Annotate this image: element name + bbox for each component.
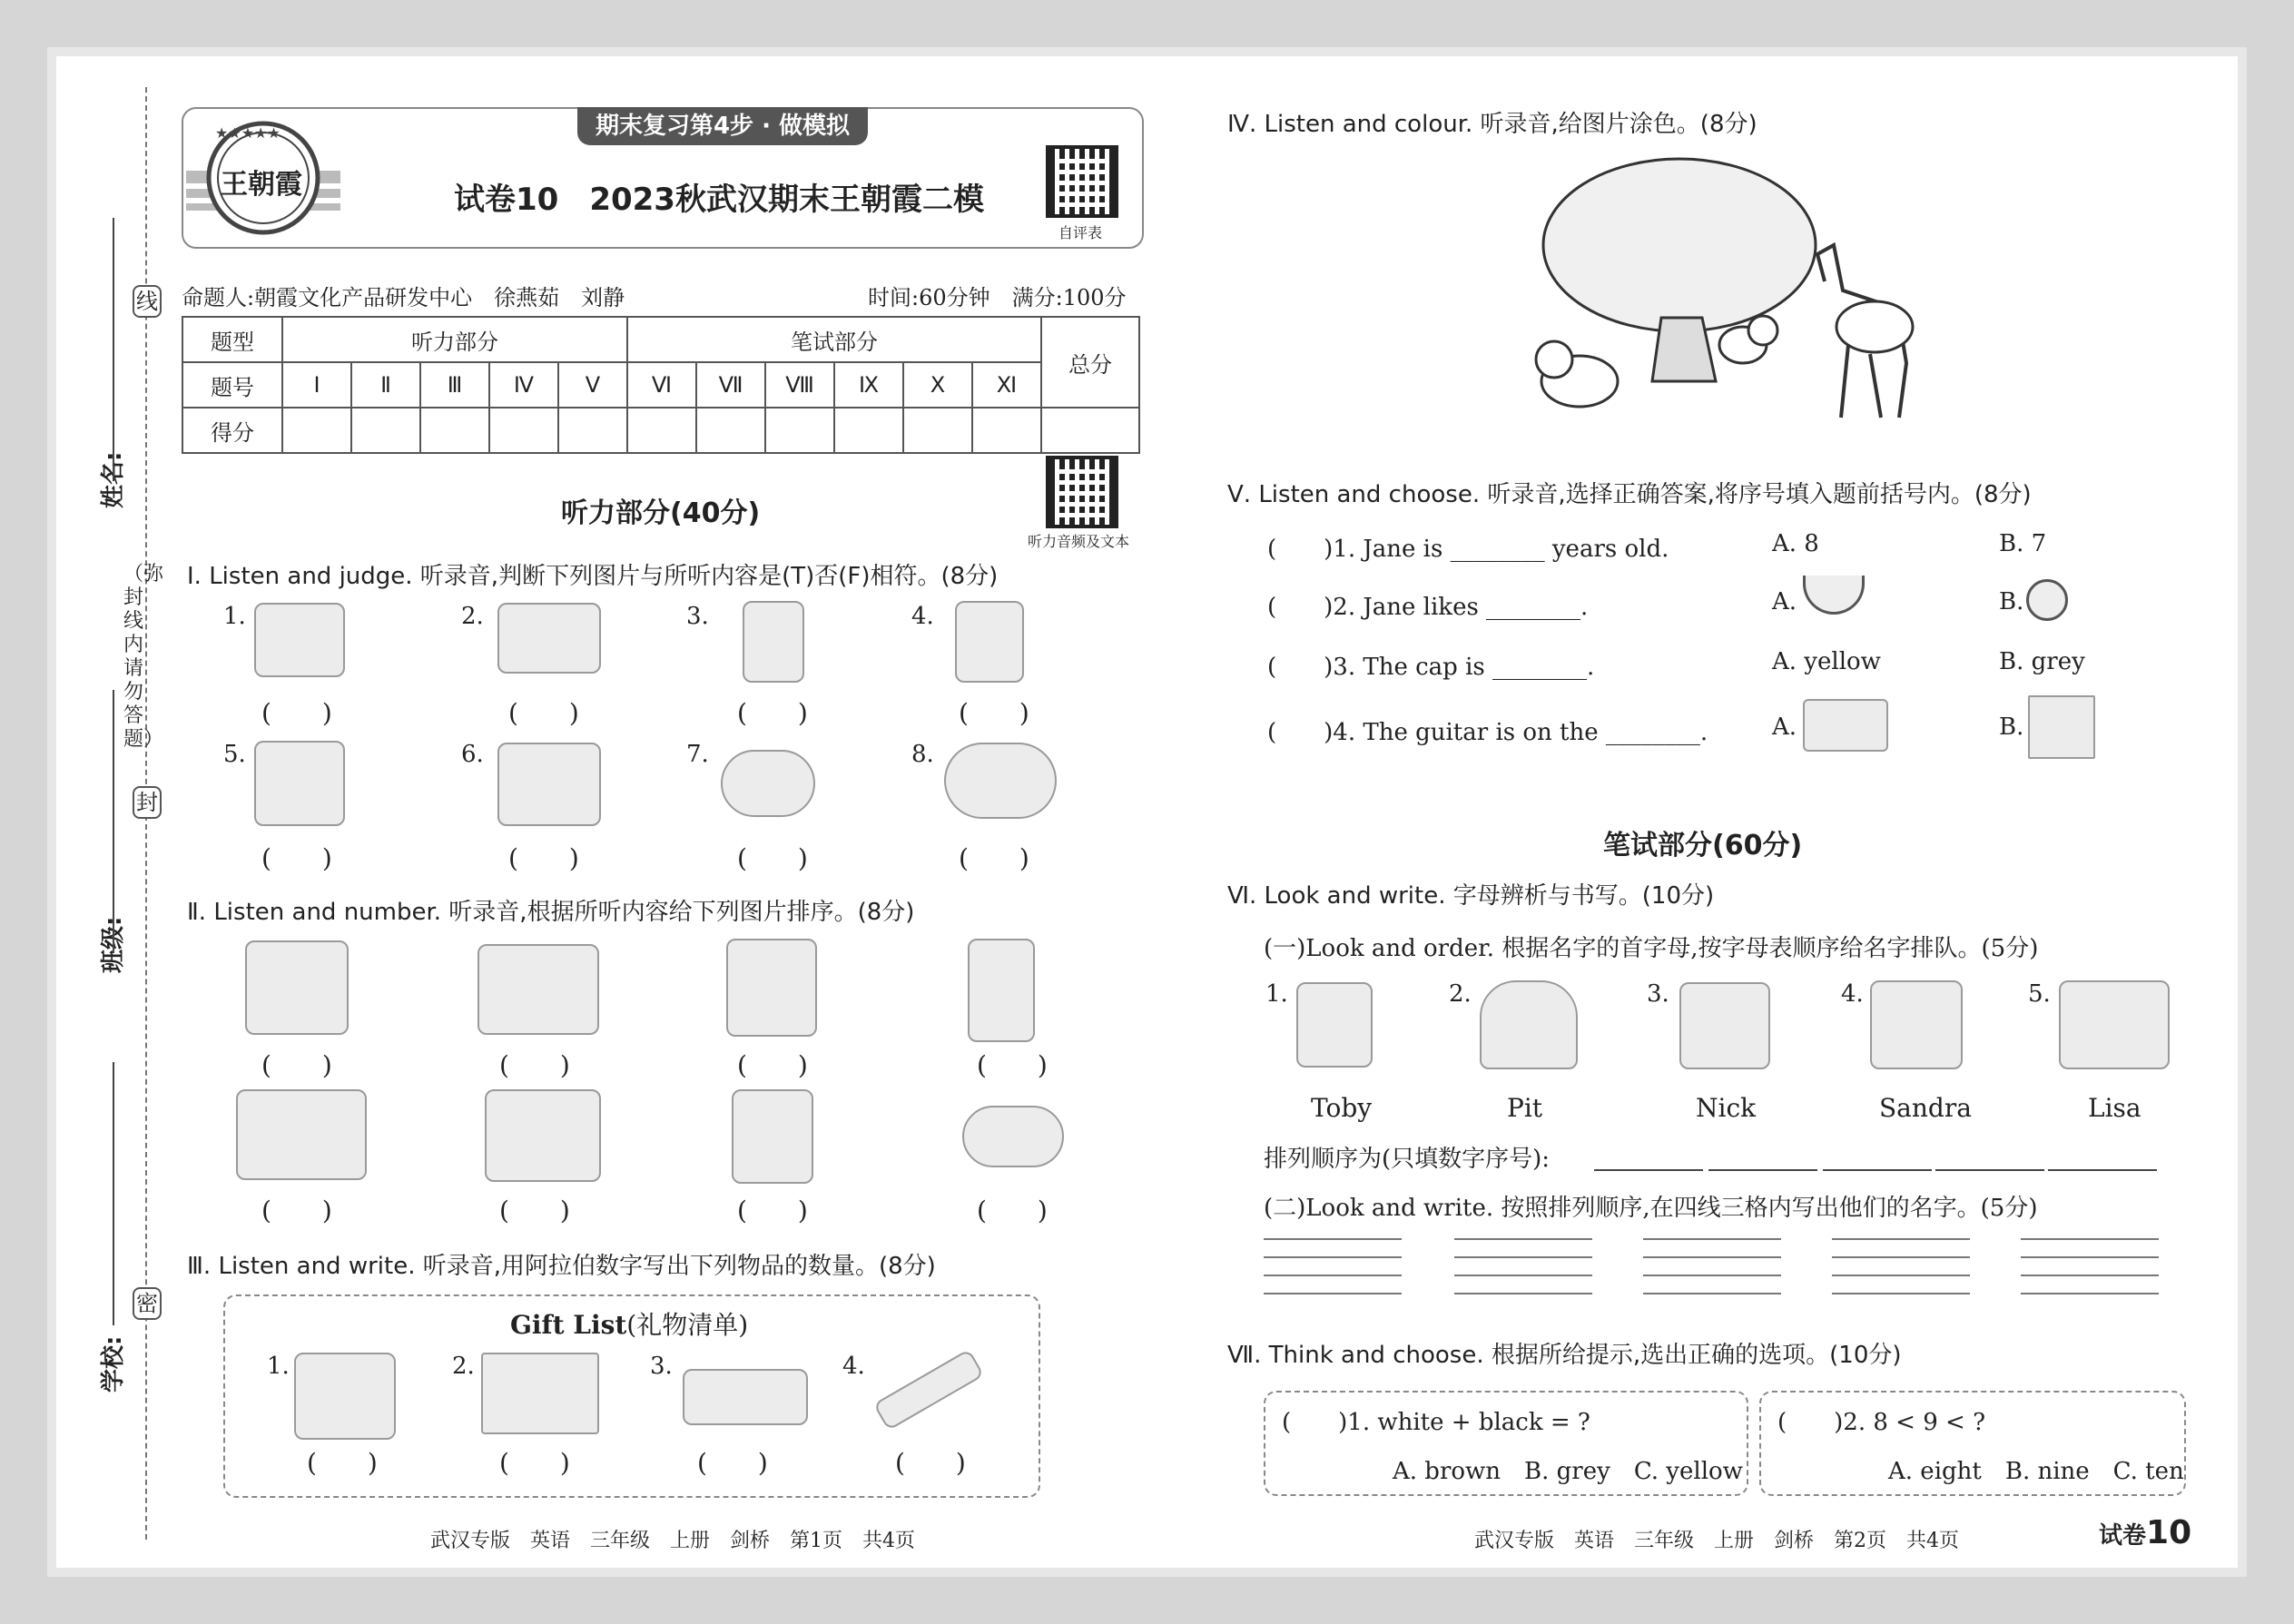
s7-q1-options: A. brown B. grey C. yellow	[1393, 1458, 1743, 1485]
item-number: 2.	[461, 603, 484, 630]
name-label: Pit	[1507, 1093, 1543, 1123]
s5-q3-option-a: A. yellow	[1772, 648, 1881, 675]
logo	[186, 116, 340, 243]
kids-in-room-picture	[478, 944, 599, 1035]
score-cell[interactable]	[834, 408, 903, 453]
item-number: 2.	[1449, 980, 1472, 1008]
score-cell[interactable]	[972, 408, 1041, 453]
desk-picture	[497, 743, 601, 826]
score-cell[interactable]	[351, 408, 420, 453]
school-label: 学校:	[100, 1335, 127, 1393]
listening-col: 听力部分	[282, 317, 627, 362]
total-col: 总分	[1041, 317, 1139, 408]
tiger-toy-picture	[732, 1089, 813, 1184]
item-number: 6.	[461, 741, 484, 768]
gift-list-title-en: Gift List	[510, 1310, 627, 1340]
numeral-cell: Ⅴ	[558, 362, 627, 408]
s7-q2[interactable]: ( )2. 8 < 9 < ?	[1777, 1409, 1986, 1436]
writing-heading: 笔试部分(60分)	[1603, 830, 1803, 861]
section-6-title: Ⅵ. Look and write. 字母辨析与书写。(10分)	[1227, 882, 1715, 910]
answer-paren[interactable]: ( )	[737, 698, 808, 728]
s5-q2-option-a: A.	[1772, 588, 1797, 615]
self-eval-label: 自评表	[1058, 224, 1103, 241]
item-number: 4.	[911, 603, 934, 630]
s5-q4-option-b: B.	[1999, 714, 2024, 741]
birthday-cake-picture	[294, 1353, 396, 1440]
s5-q2-option-b: B.	[1999, 588, 2024, 615]
four-line-writing-area[interactable]	[1454, 1238, 1592, 1296]
audio-qr-label: 听力音频及文本	[1028, 533, 1130, 550]
s6-part2: (二)Look and write. 按照排列顺序,在四线三格内写出他们的名字。(5分)	[1264, 1195, 2038, 1222]
paper-title: 试卷10 2023秋武汉期末王朝霞二模	[454, 182, 984, 218]
number-seven-picture	[743, 601, 804, 683]
logo-text: 王朝霞	[221, 169, 302, 201]
numeral-cell: Ⅹ	[903, 362, 972, 408]
answer-paren[interactable]: ( )	[737, 843, 808, 873]
tea-cup-picture	[721, 750, 815, 817]
item-number: 1.	[1265, 980, 1288, 1008]
open-book-picture	[683, 1369, 808, 1425]
answer-paren[interactable]: ( )	[508, 698, 579, 728]
item-number: 8.	[911, 741, 934, 768]
margin-note: （弥封线内请勿答题）	[123, 563, 164, 751]
item-number: 3.	[686, 603, 709, 630]
boy-pit-picture	[1480, 980, 1578, 1069]
score-table	[182, 316, 1140, 454]
margin-seal-char: 封	[133, 786, 162, 819]
pizza-picture	[944, 743, 1057, 819]
score-cell[interactable]	[696, 408, 765, 453]
s7-q1[interactable]: ( )1. white + black = ?	[1282, 1409, 1590, 1436]
order-blank[interactable]	[1935, 1169, 2044, 1171]
girl-lisa-picture	[2059, 980, 2170, 1069]
four-line-writing-area[interactable]	[2021, 1238, 2159, 1296]
order-label: 排列顺序为(只填数字序号):	[1264, 1146, 1551, 1173]
four-line-writing-area[interactable]	[1832, 1238, 1970, 1296]
item-number: 2.	[452, 1353, 475, 1380]
answer-paren[interactable]: ( )	[307, 1448, 378, 1478]
row-label-number: 题号	[182, 362, 282, 408]
s5-q1-option-a: A. 8	[1772, 530, 1819, 557]
writing-col: 笔试部分	[627, 317, 1041, 362]
time-score: 时间:60分钟 满分:100分	[868, 285, 1127, 310]
answer-paren[interactable]: ( )	[977, 1196, 1048, 1225]
numeral-cell: Ⅷ	[765, 362, 834, 408]
answer-paren[interactable]: ( )	[895, 1448, 966, 1478]
score-cell[interactable]	[489, 408, 558, 453]
s5-q4[interactable]: ( )4. The guitar is on the ________.	[1267, 719, 1708, 746]
score-cell[interactable]	[627, 408, 696, 453]
gift-list-title	[510, 1305, 748, 1342]
numeral-cell: Ⅺ	[972, 362, 1041, 408]
paper-number: 10	[2146, 1514, 2192, 1551]
page2-footer: 武汉专版 英语 三年级 上册 剑桥 第2页 共4页	[1474, 1530, 1959, 1552]
tiger-dancing-picture	[245, 940, 349, 1035]
section-1-title: Ⅰ. Listen and judge. 听录音,判断下列图片与所听内容是(T)否(F)相符。(8分)	[187, 563, 999, 590]
answer-paren[interactable]: ( )	[261, 1050, 332, 1080]
numeral-cell: Ⅶ	[696, 362, 765, 408]
score-cell[interactable]	[420, 408, 489, 453]
svg-text:★★★★★: ★★★★★	[215, 124, 281, 142]
answer-paren[interactable]: ( )	[737, 1196, 808, 1225]
numeral-cell: Ⅳ	[489, 362, 558, 408]
margin-secret-char: 密	[133, 1287, 162, 1320]
numeral-cell: Ⅰ	[282, 362, 351, 408]
margin-line-char: 线	[133, 285, 162, 318]
name-field[interactable]	[113, 218, 114, 481]
tiger-lying-picture	[485, 1089, 601, 1182]
four-line-writing-area[interactable]	[1264, 1238, 1402, 1296]
order-blank[interactable]	[2048, 1169, 2157, 1171]
item-number: 3.	[650, 1353, 673, 1380]
tv-picture	[254, 603, 345, 677]
s6-part1: (一)Look and order. 根据名字的首字母,按字母表顺序给名字排队。(5分)	[1264, 935, 2039, 962]
witch-party-picture	[236, 1089, 367, 1180]
audio-qr-icon[interactable]	[1046, 456, 1118, 528]
row-label-score: 得分	[182, 408, 282, 453]
numeral-cell: Ⅲ	[420, 362, 489, 408]
score-cell[interactable]	[903, 408, 972, 453]
page1-footer: 武汉专版 英语 三年级 上册 剑桥 第1页 共4页	[430, 1530, 915, 1552]
answer-paren[interactable]: ( )	[697, 1448, 768, 1478]
item-number: 5.	[223, 741, 246, 768]
answer-paren[interactable]: ( )	[737, 1050, 808, 1080]
section-4-title: Ⅳ. Listen and colour. 听录音,给图片涂色。(8分)	[1227, 111, 1757, 138]
score-cell[interactable]	[282, 408, 351, 453]
answer-paren[interactable]: ( )	[261, 843, 332, 873]
section-5-title: Ⅴ. Listen and choose. 听录音,选择正确答案,将序号填入题前括号内。(8分)	[1227, 481, 2032, 508]
item-number: 4.	[842, 1353, 865, 1380]
milk-carton-picture	[955, 601, 1024, 683]
birthday-card-picture	[481, 1353, 599, 1434]
food-plate-picture	[962, 1106, 1064, 1167]
gift-list-title-cn: (礼物清单)	[626, 1310, 749, 1340]
girl-sandra-picture	[1870, 980, 1963, 1069]
four-line-writing-area[interactable]	[1643, 1238, 1781, 1296]
desk-picture-b	[2028, 695, 2095, 759]
two-tigers-picture	[726, 939, 817, 1037]
order-blank[interactable]	[1823, 1169, 1932, 1171]
answer-paren[interactable]: ( )	[499, 1448, 570, 1478]
paper-number-label	[2099, 1514, 2191, 1551]
item-number: 1.	[223, 603, 246, 630]
listening-heading: 听力部分(40分)	[561, 497, 761, 529]
boy-nick-picture	[1679, 982, 1770, 1069]
answer-paren[interactable]: ( )	[977, 1050, 1048, 1080]
score-cell[interactable]	[765, 408, 834, 453]
class-field[interactable]	[113, 690, 114, 953]
s7-q2-options: A. eight B. nine C. ten	[1888, 1458, 2184, 1485]
numeral-cell: Ⅸ	[834, 362, 903, 408]
paper-label: 试卷	[2099, 1522, 2147, 1550]
numeral-cell: Ⅱ	[351, 362, 420, 408]
tiger-toby-picture	[1296, 982, 1373, 1068]
name-label: Nick	[1696, 1093, 1757, 1123]
header-banner: 期末复习第4步 · 做模拟	[577, 107, 868, 145]
s5-q1[interactable]: ( )1. Jane is ________ years old.	[1267, 536, 1669, 563]
total-score-cell[interactable]	[1041, 408, 1139, 453]
class-label: 班级:	[100, 916, 127, 973]
apple-icon	[2026, 579, 2068, 621]
section-2-title: Ⅱ. Listen and number. 听录音,根据所听内容给下列图片排序。(8分)	[187, 899, 915, 926]
answer-paren[interactable]: ( )	[499, 1050, 570, 1080]
name-label: 姓名:	[100, 451, 127, 508]
s5-q4-option-a: A.	[1772, 714, 1797, 741]
answer-paren[interactable]: ( )	[959, 698, 1029, 728]
answer-paren[interactable]: ( )	[261, 1196, 332, 1225]
section-7-title: Ⅶ. Think and choose. 根据所给提示,选出正确的选项。(10分)	[1227, 1342, 1902, 1369]
tree-animals-picture	[1525, 154, 1925, 445]
name-label: Sandra	[1879, 1093, 1972, 1123]
s5-q3[interactable]: ( )3. The cap is ________.	[1267, 654, 1595, 681]
item-number: 1.	[267, 1353, 290, 1380]
books-picture	[254, 741, 345, 826]
name-label: Toby	[1311, 1093, 1373, 1123]
answer-paren[interactable]: ( )	[959, 843, 1029, 873]
s5-q2[interactable]: ( )2. Jane likes ________.	[1267, 594, 1589, 621]
eraser-picture	[497, 603, 601, 674]
name-label: Lisa	[2088, 1093, 2141, 1123]
row-label-type: 题型	[182, 317, 282, 362]
self-eval-qr-icon[interactable]	[1046, 145, 1118, 218]
item-number: 4.	[1841, 980, 1864, 1008]
order-blank[interactable]	[1594, 1169, 1703, 1171]
answer-paren[interactable]: ( )	[261, 698, 332, 728]
s5-q3-option-b: B. grey	[1999, 648, 2085, 675]
s5-q1-option-b: B. 7	[1999, 530, 2047, 557]
answer-paren[interactable]: ( )	[499, 1196, 570, 1225]
item-number: 3.	[1647, 980, 1669, 1008]
order-blank[interactable]	[1708, 1169, 1817, 1171]
numeral-cell: Ⅵ	[627, 362, 696, 408]
answer-paren[interactable]: ( )	[508, 843, 579, 873]
score-cell[interactable]	[558, 408, 627, 453]
boy-picture	[968, 939, 1035, 1042]
section-3-title: Ⅲ. Listen and write. 听录音,用阿拉伯数字写出下列物品的数量。(8分)	[187, 1253, 936, 1280]
item-number: 5.	[2028, 980, 2051, 1008]
item-number: 7.	[686, 741, 709, 768]
bed-picture	[1803, 699, 1888, 752]
school-field[interactable]	[113, 1062, 114, 1325]
authors: 命题人:朝霞文化产品研发中心 徐燕茹 刘静	[182, 285, 625, 310]
